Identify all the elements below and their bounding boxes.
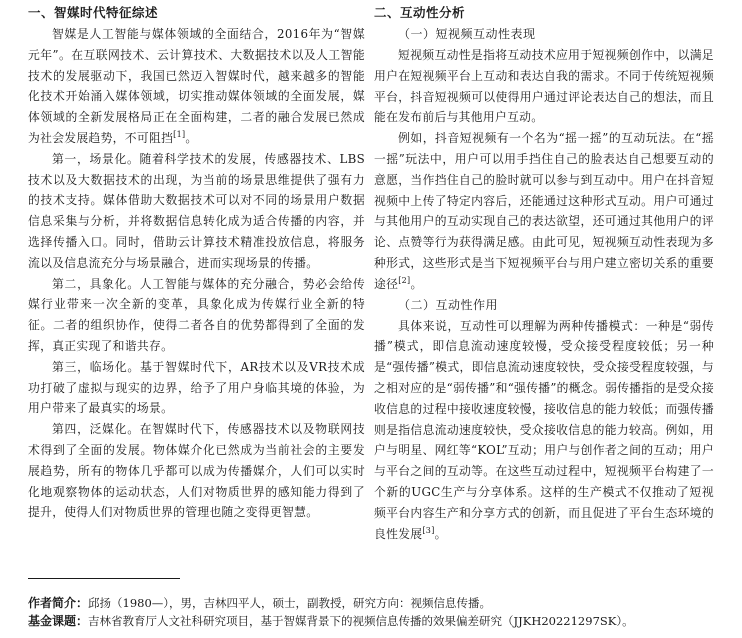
left-column bbox=[28, 4, 365, 523]
subsection-heading-1: （一）短视频互动性表现 bbox=[398, 27, 536, 41]
right-paragraph-3: 具体来说，互动性可以理解为两种传播模式：一种是“弱传播”模式，即信息流动速度较慢，受众接受程度较低；另一种是“强传播”模式，即信息流动速度较快，受众接受程度较强，与之相对应的是“弱传播”和“强传播”的概念。弱传播指的是受众接收信息的过程中接收速度较慢，接收信息的能力较低；而强传播则是指信息流动速度较快，受众接收信息的能力较高。例如，用户与明星、网红等“KOL”互动；用户与创作者之间的互动；用户与平台之间的互动等。在这些互动过程中，短视频平台构建了一个新的UGC生产与分享体系。这样的生产模式不仅推动了短视频平台内容生产和分享方式的创新，而且促进了平台生态环境的良性发展[3]。 bbox=[374, 318, 714, 541]
fund-text: 吉林省教育厅人文社科研究项目，基于智媒背景下的视频信息传播的效果偏差研究（JJKH20221297SK）。 bbox=[88, 614, 634, 628]
author-text: 邱扬（1980—），男，吉林四平人，硕士，副教授，研究方向：视频信息传播。 bbox=[88, 596, 492, 610]
left-paragraph-1: 智媒是人工智能与媒体领域的全面结合，2016年为“智媒元年”。在互联网技术、云计算技术、大数据技术以及人工智能技术的发展驱动下，我国已然迈入智媒时代，越来越多的智能化技术开始涌入媒体领域，切实推动媒体领域的全面发展，媒体领域的全新发展格局正在全面构建，二者的融合发展已然成为社会发展趋势，不可阻挡[1]。 bbox=[28, 27, 365, 145]
footnote-divider bbox=[28, 578, 180, 579]
fund-note bbox=[28, 612, 728, 630]
citation-ref: [2] bbox=[398, 275, 411, 285]
author-note bbox=[28, 594, 728, 612]
right-paragraph-1: 短视频互动性是指将互动技术应用于短视频创作中，以满足用户在短视频平台上互动和表达自我的需求。不同于传统短视频平台，抖音短视频可以使得用户通过评论表达自己的想法，而且能在发布前后与其他用户互动。 bbox=[374, 48, 714, 125]
citation-ref: [3] bbox=[422, 525, 435, 535]
fund-label: 基金课题： bbox=[28, 614, 89, 628]
subsection-heading-2: （二）互动性作用 bbox=[398, 297, 499, 312]
author-label: 作者简介： bbox=[28, 596, 89, 610]
left-paragraph-4: 第三，临场化。基于智媒时代下，AR技术以及VR技术成功打破了虚拟与现实的边界，给予了用户身临其境的体验，为用户带来了最真实的场景。 bbox=[28, 359, 365, 416]
left-paragraph-2: 第一，场景化。随着科学技术的发展，传感器技术、LBS技术以及大数据技术的出现，为当前的场景思维提供了强有力的技术支持。媒体借助大数据技术可以对不同的场景用户数据信息采集与分析，并将数据信息转化成为适合传播的内容，并选择传播入口。同时，借助云计算技术精准投放信息，将服务流以及信息流充分与场景融合，进而实现场景的传播。 bbox=[28, 151, 365, 270]
section-heading-1: 一、智媒时代特征综述 bbox=[28, 5, 159, 20]
section-heading-2: 二、互动性分析 bbox=[374, 5, 466, 20]
citation-ref: [1] bbox=[173, 130, 186, 140]
right-paragraph-2: 例如，抖音短视频有一个名为“摇一摇”的互动玩法。在“摇一摇”玩法中，用户可以用手挡住自己的脸表达自己想要互动的意愿，当作挡住自己的脸时就可以参与到互动中。用户在抖音短视频中上传了特定内容后，还能通过这种形式互动。用户可通过与其他用户的互动实现自己的表达欲望，还可通过其他用户的评论、点赞等行为获得满足感。由此可见，短视频互动性表现为多种形式，这些形式是当下短视频平台与用户建立密切关系的重要途径[2]。 bbox=[374, 131, 714, 291]
left-paragraph-3: 第二，具象化。人工智能与媒体的充分融合，势必会给传媒行业带来一次全新的变革，具象化成为传媒行业全新的特征。二者的组织协作，使得二者各自的优势都得到了全面的发挥，真正实现了和谐共存。 bbox=[28, 276, 365, 353]
left-paragraph-5: 第四，泛媒化。在智媒时代下，传感器技术以及物联网技术得到了全面的发展。物体媒介化已然成为当前社会的主要发展趋势，所有的物体几乎都可以成为传播媒介，人们可以实时化地观察物体的运动状态，人们对物质世界的感知能力得到了提升，使得人们对物质世界的管理也随之变得更智慧。 bbox=[28, 422, 365, 520]
right-column bbox=[374, 4, 714, 544]
